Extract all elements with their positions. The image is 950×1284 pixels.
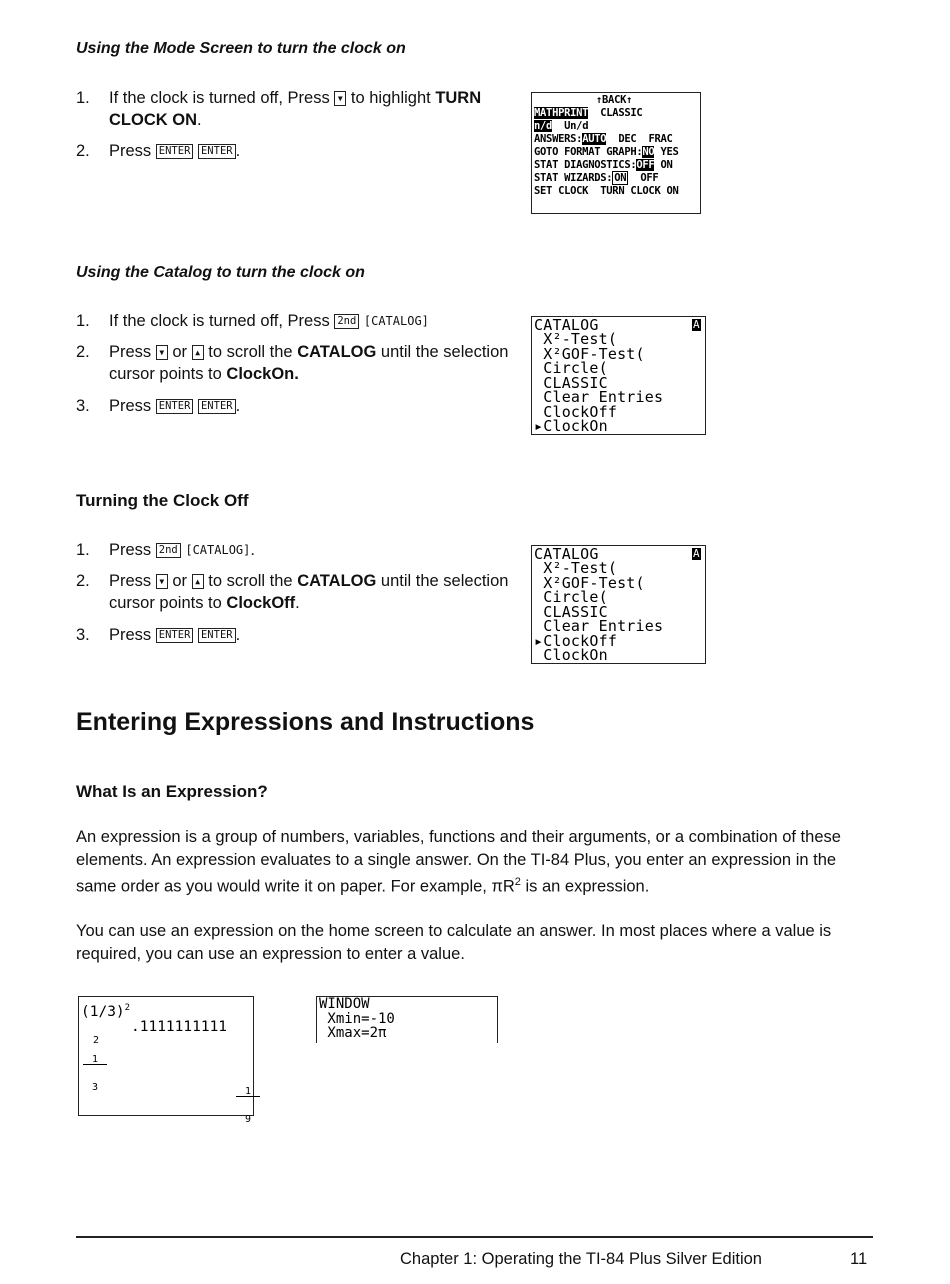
section-heading-catalog-on: Using the Catalog to turn the clock on bbox=[76, 264, 365, 281]
step-1: 1. If the clock is turned off, Press 2nd [CATALOG] bbox=[76, 312, 429, 330]
alpha-mode-icon: A bbox=[693, 547, 700, 560]
footer-chapter: Chapter 1: Operating the TI-84 Plus Silver Edition bbox=[400, 1250, 762, 1268]
fraction-one-ninth: 1 9 bbox=[236, 1069, 260, 1142]
catalog-screen-clockon: CATALOG A X²-Test( X²GOF-Test( Circle( CLASSIC Clear Entries ClockOff ▸ClockOn bbox=[531, 316, 706, 435]
catalog-key-icon: [CATALOG] bbox=[185, 543, 251, 557]
step-1: 1. Press 2nd [CATALOG]. bbox=[76, 541, 255, 559]
enter-key-icon: ENTER bbox=[156, 399, 194, 414]
enter-key-icon: ENTER bbox=[198, 628, 236, 643]
down-arrow-key-icon: ▼ bbox=[334, 91, 346, 106]
enter-key-icon: ENTER bbox=[156, 628, 194, 643]
page-title: Entering Expressions and Instructions bbox=[76, 708, 535, 736]
sub-heading: What Is an Expression? bbox=[76, 782, 268, 801]
catalog-key-icon: [CATALOG] bbox=[363, 314, 429, 328]
section-heading-clock-off: Turning the Clock Off bbox=[76, 491, 249, 510]
up-arrow-key-icon: ▲ bbox=[192, 345, 204, 360]
mode-screen: ↑BACK↑ MATHPRINT CLASSIC n/d Un/d ANSWERS:AUTO DEC FRAC GOTO FORMAT GRAPH:NO YES STAT DIAGNOSTICS:OFF ON STAT WIZARDS: ON OFF SET CLOCK TURN CLOCK ON bbox=[531, 92, 701, 214]
step-3: 3. Press ENTER ENTER . bbox=[76, 397, 241, 415]
fraction-one-third: 1 3 bbox=[83, 1037, 107, 1110]
catalog-screen-clockoff: CATALOG A X²-Test( X²GOF-Test( Circle( CLASSIC Clear Entries ▸ClockOff ClockOn bbox=[531, 545, 706, 664]
window-screen: WINDOW Xmin=-10 Xmax=2π bbox=[316, 996, 498, 1043]
enter-key-icon: ENTER bbox=[156, 144, 194, 159]
second-key-icon: 2nd bbox=[156, 543, 181, 558]
paragraph-2: You can use an expression on the home screen to calculate an answer. In most places where a value is required, you can use an expression to enter a value. bbox=[76, 922, 832, 963]
page-number: 11 bbox=[850, 1250, 868, 1268]
step-3: 3. Press ENTER ENTER . bbox=[76, 626, 241, 644]
footer-divider bbox=[76, 1236, 873, 1238]
enter-key-icon: ENTER bbox=[198, 144, 236, 159]
paragraph-1: An expression is a group of numbers, variables, functions and their arguments, or a combination of these elements. An expression evaluates to a single answer. On the TI-84 Plus, you enter an expression in the same order as you would write it on paper. For example, $\pi R^2$ is an expression. bbox=[76, 828, 841, 896]
home-screen: $(1/3)^2$ .1111111111 1 3 2 1 9 bbox=[78, 996, 254, 1116]
step-2: 2. Press ▼ or ▲ to scroll the CATALOG until the selection cursor points to ClockOff. bbox=[76, 572, 509, 612]
step-2: 2. Press ENTER ENTER . bbox=[76, 142, 241, 160]
enter-key-icon: ENTER bbox=[198, 399, 236, 414]
down-arrow-key-icon: ▼ bbox=[156, 574, 168, 589]
step-1: 1. If the clock is turned off, Press ▼ to highlight TURN CLOCK ON. bbox=[76, 89, 482, 129]
up-arrow-key-icon: ▲ bbox=[192, 574, 204, 589]
down-arrow-key-icon: ▼ bbox=[156, 345, 168, 360]
second-key-icon: 2nd bbox=[334, 314, 359, 329]
alpha-mode-icon: A bbox=[693, 318, 700, 331]
section-heading-mode-screen: Using the Mode Screen to turn the clock on bbox=[76, 40, 406, 57]
step-2: 2. Press ▼ or ▲ to scroll the CATALOG until the selection cursor points to ClockOn. bbox=[76, 343, 509, 383]
